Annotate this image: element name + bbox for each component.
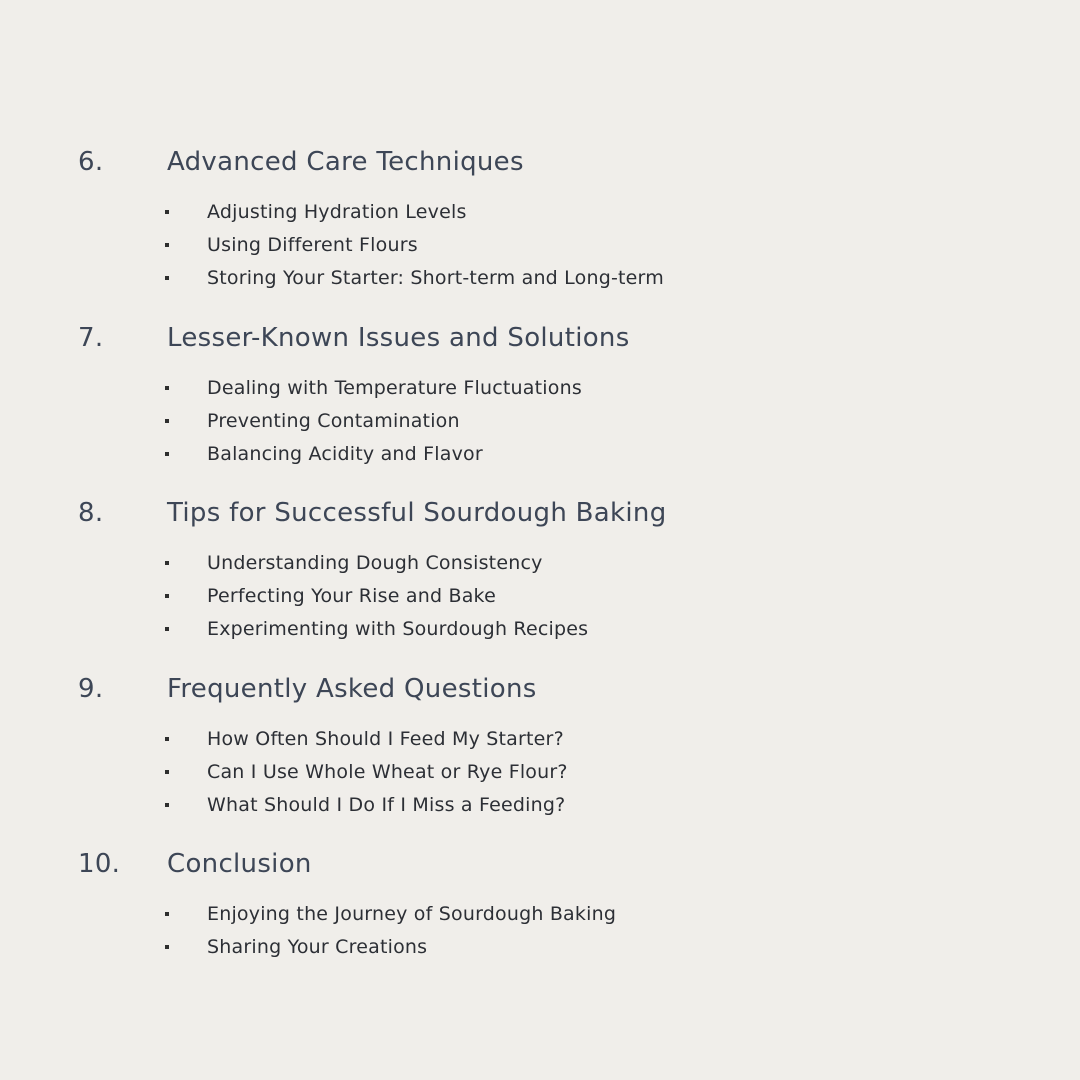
list-item bbox=[0, 438, 1080, 471]
toc-section-8 bbox=[0, 495, 1080, 640]
bullet-icon bbox=[165, 770, 169, 774]
list-item bbox=[0, 723, 1080, 756]
list-item bbox=[0, 262, 1080, 295]
section-header bbox=[0, 144, 1080, 180]
section-header bbox=[0, 846, 1080, 882]
bullet-icon bbox=[165, 594, 169, 598]
list-item bbox=[0, 229, 1080, 262]
section-title: Advanced Care Techniques bbox=[167, 147, 524, 177]
section-number: 10. bbox=[78, 849, 121, 879]
section-number: 6. bbox=[78, 147, 104, 177]
list-item bbox=[0, 547, 1080, 580]
section-number: 8. bbox=[78, 498, 104, 528]
toc-section-10 bbox=[0, 846, 1080, 958]
list-item bbox=[0, 580, 1080, 613]
list-item bbox=[0, 405, 1080, 438]
section-item-list bbox=[0, 898, 1080, 964]
bullet-icon bbox=[165, 276, 169, 280]
list-item bbox=[0, 613, 1080, 646]
bullet-icon bbox=[165, 210, 169, 214]
section-title: Tips for Successful Sourdough Baking bbox=[167, 498, 667, 528]
list-item bbox=[0, 196, 1080, 229]
section-title: Frequently Asked Questions bbox=[167, 674, 537, 704]
list-item-label: How Often Should I Feed My Starter? bbox=[207, 728, 564, 750]
list-item-label: Using Different Flours bbox=[207, 234, 418, 256]
list-item-label: Storing Your Starter: Short-term and Long-term bbox=[207, 267, 664, 289]
list-item-label: Perfecting Your Rise and Bake bbox=[207, 585, 496, 607]
bullet-icon bbox=[165, 386, 169, 390]
list-item-label: Dealing with Temperature Fluctuations bbox=[207, 377, 582, 399]
list-item bbox=[0, 931, 1080, 964]
list-item-label: Can I Use Whole Wheat or Rye Flour? bbox=[207, 761, 568, 783]
bullet-icon bbox=[165, 737, 169, 741]
list-item-label: Enjoying the Journey of Sourdough Baking bbox=[207, 903, 617, 925]
list-item-label: Balancing Acidity and Flavor bbox=[207, 443, 483, 465]
section-item-list bbox=[0, 372, 1080, 471]
bullet-icon bbox=[165, 912, 169, 916]
list-item-label: Understanding Dough Consistency bbox=[207, 552, 543, 574]
toc-section-7 bbox=[0, 320, 1080, 465]
bullet-icon bbox=[165, 945, 169, 949]
list-item-label: Preventing Contamination bbox=[207, 410, 460, 432]
section-item-list bbox=[0, 723, 1080, 822]
list-item-label: Experimenting with Sourdough Recipes bbox=[207, 618, 589, 640]
section-header bbox=[0, 495, 1080, 531]
toc-section-9 bbox=[0, 671, 1080, 816]
section-title: Lesser-Known Issues and Solutions bbox=[167, 323, 630, 353]
section-number: 7. bbox=[78, 323, 104, 353]
section-title: Conclusion bbox=[167, 849, 312, 879]
list-item bbox=[0, 789, 1080, 822]
bullet-icon bbox=[165, 419, 169, 423]
list-item-label: Sharing Your Creations bbox=[207, 936, 428, 958]
list-item bbox=[0, 372, 1080, 405]
section-number: 9. bbox=[78, 674, 104, 704]
section-item-list bbox=[0, 196, 1080, 295]
section-header bbox=[0, 320, 1080, 356]
toc-section-6 bbox=[0, 144, 1080, 289]
bullet-icon bbox=[165, 243, 169, 247]
bullet-icon bbox=[165, 627, 169, 631]
bullet-icon bbox=[165, 452, 169, 456]
section-item-list bbox=[0, 547, 1080, 646]
bullet-icon bbox=[165, 803, 169, 807]
list-item bbox=[0, 898, 1080, 931]
list-item-label: What Should I Do If I Miss a Feeding? bbox=[207, 794, 566, 816]
list-item-label: Adjusting Hydration Levels bbox=[207, 201, 467, 223]
bullet-icon bbox=[165, 561, 169, 565]
list-item bbox=[0, 756, 1080, 789]
section-header bbox=[0, 671, 1080, 707]
